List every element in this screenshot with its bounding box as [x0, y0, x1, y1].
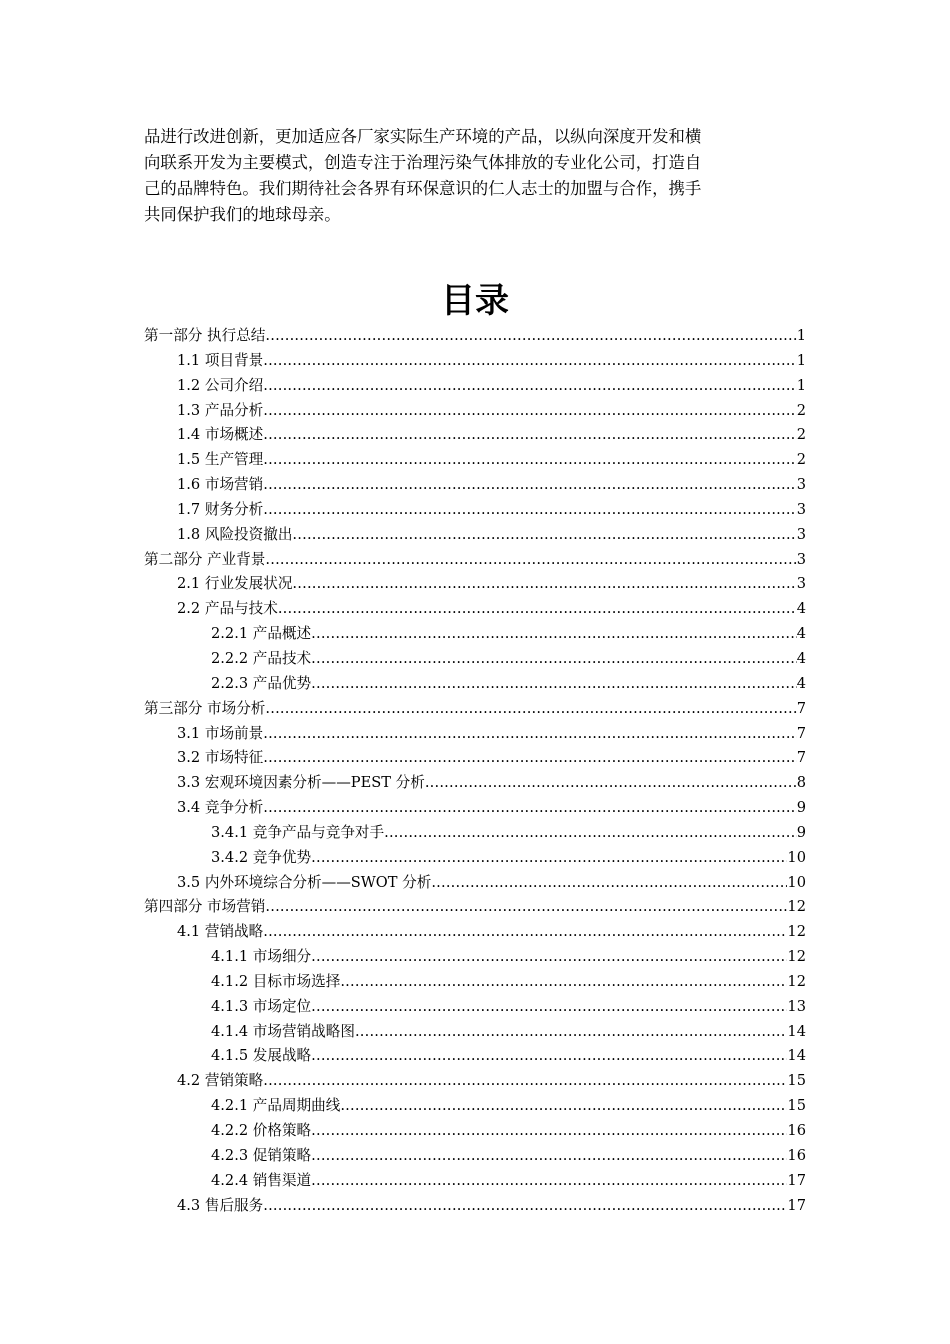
toc-entry[interactable]: [144, 498, 806, 523]
toc-entry-page-number: 3: [796, 500, 806, 518]
toc-dot-leader: [340, 970, 787, 995]
toc-entry[interactable]: [144, 523, 806, 548]
toc-dot-leader: [265, 697, 796, 722]
toc-dot-leader: [263, 349, 796, 374]
toc-dot-leader: [265, 895, 787, 920]
toc-entry[interactable]: [144, 796, 806, 821]
toc-entry-page-number: 12: [787, 972, 806, 990]
toc-entry-page-number: 8: [796, 774, 806, 792]
toc-dot-leader: [265, 548, 796, 573]
toc-entry[interactable]: [144, 1169, 806, 1194]
toc-dot-leader: [384, 821, 797, 846]
toc-entry-label: 4.1.2 目标市场选择: [211, 972, 341, 990]
toc-entry-page-number: 16: [787, 1122, 806, 1139]
toc-entry-label: 4.1.3 市场定位: [211, 997, 312, 1015]
toc-entry-label: 第三部分 市场分析: [144, 699, 266, 717]
intro-paragraph: [144, 124, 804, 228]
toc-entry-page-number: 3: [796, 525, 806, 543]
toc-entry[interactable]: [144, 771, 806, 796]
toc-entry-page-number: 3: [796, 476, 806, 494]
toc-entry-page-number: 14: [787, 1047, 806, 1065]
toc-entry[interactable]: [144, 423, 806, 448]
toc-dot-leader: [311, 1119, 787, 1144]
toc-dot-leader: [311, 945, 787, 970]
toc-entry-page-number: 12: [787, 898, 806, 916]
toc-entry[interactable]: [144, 1094, 806, 1119]
toc-entry-label: 4.2 营销策略: [177, 1072, 264, 1090]
toc-dot-leader: [263, 1194, 787, 1219]
toc-entry[interactable]: [144, 846, 806, 871]
toc-entry[interactable]: [144, 746, 806, 771]
toc-entry-label: 第一部分 执行总结: [144, 327, 266, 344]
toc-entry-page-number: 2: [796, 426, 806, 444]
toc-entry-label: 4.2.3 促销策略: [211, 1146, 312, 1164]
toc-entry[interactable]: [144, 871, 806, 896]
toc-entry-label: 1.6 市场营销: [177, 476, 264, 494]
toc-dot-leader: [263, 746, 796, 771]
toc-dot-leader: [263, 498, 796, 523]
toc-dot-leader: [311, 846, 787, 871]
toc-entry-label: 1.7 财务分析: [177, 500, 264, 518]
toc-dot-leader: [278, 597, 797, 622]
toc-entry-page-number: 3: [796, 575, 806, 593]
toc-entry[interactable]: [144, 374, 806, 399]
toc-dot-leader: [425, 771, 797, 796]
toc-entry-page-number: 7: [796, 699, 806, 717]
toc-entry-label: 3.1 市场前景: [177, 724, 264, 742]
toc-entry-page-number: 14: [787, 1022, 806, 1040]
toc-entry[interactable]: [144, 722, 806, 747]
toc-dot-leader: [263, 796, 796, 821]
toc-entry-page-number: 3: [796, 550, 806, 568]
toc-entry-label: 3.4.2 竞争优势: [211, 848, 312, 866]
toc-entry-page-number: 17: [787, 1171, 806, 1189]
toc-entry-label: 第二部分 产业背景: [144, 550, 266, 568]
toc-dot-leader: [263, 423, 796, 448]
toc-entry-page-number: 1: [796, 376, 806, 394]
toc-entry[interactable]: [144, 995, 806, 1020]
toc-entry-label: 3.4.1 竞争产品与竞争对手: [211, 823, 385, 841]
toc-dot-leader: [311, 647, 797, 672]
toc-dot-leader: [311, 1044, 787, 1069]
toc-entry-page-number: 9: [796, 799, 806, 817]
toc-entry[interactable]: [144, 821, 806, 846]
toc-entry-page-number: 10: [787, 848, 806, 866]
toc-entry-label: 第四部分 市场营销: [144, 898, 266, 916]
toc-dot-leader: [263, 374, 796, 399]
toc-entry[interactable]: [144, 1119, 806, 1144]
toc-dot-leader: [311, 672, 797, 697]
toc-entry-page-number: 10: [787, 873, 806, 891]
toc-dot-leader: [311, 622, 797, 647]
toc-entry-page-number: 1: [796, 351, 806, 369]
toc-dot-leader: [263, 920, 787, 945]
toc-entry-page-number: 7: [796, 749, 806, 767]
toc-entry[interactable]: [144, 697, 806, 722]
toc-title: 目录: [441, 281, 509, 321]
toc-entry[interactable]: [144, 945, 806, 970]
toc-dot-leader: [311, 1144, 787, 1169]
toc-entry-label: 4.2.2 价格策略: [211, 1122, 312, 1139]
toc-entry[interactable]: [144, 1020, 806, 1045]
toc-entry-page-number: 17: [787, 1196, 806, 1214]
toc-dot-leader: [263, 722, 796, 747]
toc-entry-label: 1.3 产品分析: [177, 401, 264, 419]
toc-entry-page-number: 16: [787, 1146, 806, 1164]
toc-entry-label: 4.1 营销战略: [177, 923, 264, 941]
toc-entry-page-number: 7: [796, 724, 806, 742]
toc-entry[interactable]: [144, 1194, 806, 1219]
toc-entry[interactable]: [144, 1069, 806, 1094]
toc-entry-page-number: 4: [796, 649, 806, 667]
toc-entry-label: 2.1 行业发展状况: [177, 575, 293, 593]
toc-dot-leader: [355, 1020, 787, 1045]
toc-entry[interactable]: [144, 349, 806, 374]
toc-dot-leader: [263, 399, 796, 424]
toc-entry[interactable]: [144, 672, 806, 697]
toc-entry-page-number: 4: [796, 625, 806, 643]
toc-entry-label: 2.2 产品与技术: [177, 600, 278, 618]
toc-entry-page-number: 12: [787, 923, 806, 941]
toc-entry[interactable]: [144, 324, 806, 349]
toc-dot-leader: [265, 324, 796, 349]
toc-dot-leader: [263, 1069, 787, 1094]
toc-entry-page-number: 15: [787, 1072, 806, 1090]
toc-entry-page-number: 13: [787, 997, 806, 1015]
toc-entry-label: 4.1.1 市场细分: [211, 948, 312, 966]
toc-entry[interactable]: [144, 647, 806, 672]
toc-entry[interactable]: [144, 895, 806, 920]
toc-dot-leader: [340, 1094, 787, 1119]
toc-entry[interactable]: [144, 548, 806, 573]
toc-entry-label: 1.8 风险投资撤出: [177, 525, 293, 543]
toc-entry-label: 3.4 竞争分析: [177, 799, 264, 817]
toc-entry-label: 1.2 公司介绍: [177, 376, 264, 394]
toc-dot-leader: [292, 523, 796, 548]
toc-entry-page-number: 4: [796, 674, 806, 692]
toc-entry-label: 4.2.4 销售渠道: [211, 1171, 312, 1189]
intro-line: 向联系开发为主要模式，创造专注于治理污染气体排放的专业化公司，打造自: [144, 153, 702, 172]
toc-entry[interactable]: [144, 399, 806, 424]
toc-entry-page-number: 4: [796, 600, 806, 618]
toc-entry-label: 3.3 宏观环境因素分析——PEST 分析: [177, 774, 425, 792]
toc-entry[interactable]: [144, 622, 806, 647]
intro-line: 共同保护我们的地球母亲。: [144, 205, 341, 224]
table-of-contents: [144, 324, 806, 1218]
toc-entry-label: 4.1.5 发展战略: [211, 1047, 312, 1065]
toc-entry-label: 2.2.2 产品技术: [211, 649, 312, 667]
toc-entry-label: 1.5 生产管理: [177, 451, 264, 469]
toc-entry[interactable]: [144, 920, 806, 945]
toc-entry-page-number: 2: [796, 401, 806, 419]
toc-entry-page-number: 1: [796, 327, 806, 344]
toc-entry-label: 2.2.3 产品优势: [211, 674, 312, 692]
intro-line: 品进行改进创新，更加适应各厂家实际生产环境的产品，以纵向深度开发和横: [144, 127, 702, 146]
toc-entry-label: 4.1.4 市场营销战略图: [211, 1022, 355, 1040]
toc-entry[interactable]: [144, 597, 806, 622]
toc-entry-label: 4.3 售后服务: [177, 1196, 264, 1214]
toc-dot-leader: [292, 572, 796, 597]
toc-entry-page-number: 9: [796, 823, 806, 841]
toc-entry-page-number: 12: [787, 948, 806, 966]
toc-entry[interactable]: [144, 448, 806, 473]
toc-entry-label: 1.4 市场概述: [177, 426, 264, 444]
toc-entry-page-number: 15: [787, 1097, 806, 1115]
toc-entry[interactable]: [144, 572, 806, 597]
toc-entry-label: 3.5 内外环境综合分析——SWOT 分析: [177, 873, 432, 891]
toc-entry-page-number: 2: [796, 451, 806, 469]
toc-entry-label: 3.2 市场特征: [177, 749, 264, 767]
toc-entry[interactable]: [144, 1144, 806, 1169]
toc-dot-leader: [431, 871, 787, 896]
toc-dot-leader: [311, 1169, 787, 1194]
toc-dot-leader: [263, 448, 796, 473]
toc-dot-leader: [311, 995, 787, 1020]
toc-entry[interactable]: [144, 1044, 806, 1069]
intro-line: 己的品牌特色。我们期待社会各界有环保意识的仁人志士的加盟与合作，携手: [144, 179, 702, 198]
toc-entry[interactable]: [144, 473, 806, 498]
toc-entry-label: 1.1 项目背景: [177, 351, 264, 369]
toc-dot-leader: [263, 473, 796, 498]
toc-entry-label: 4.2.1 产品周期曲线: [211, 1097, 341, 1115]
toc-entry[interactable]: [144, 970, 806, 995]
toc-entry-label: 2.2.1 产品概述: [211, 625, 312, 643]
